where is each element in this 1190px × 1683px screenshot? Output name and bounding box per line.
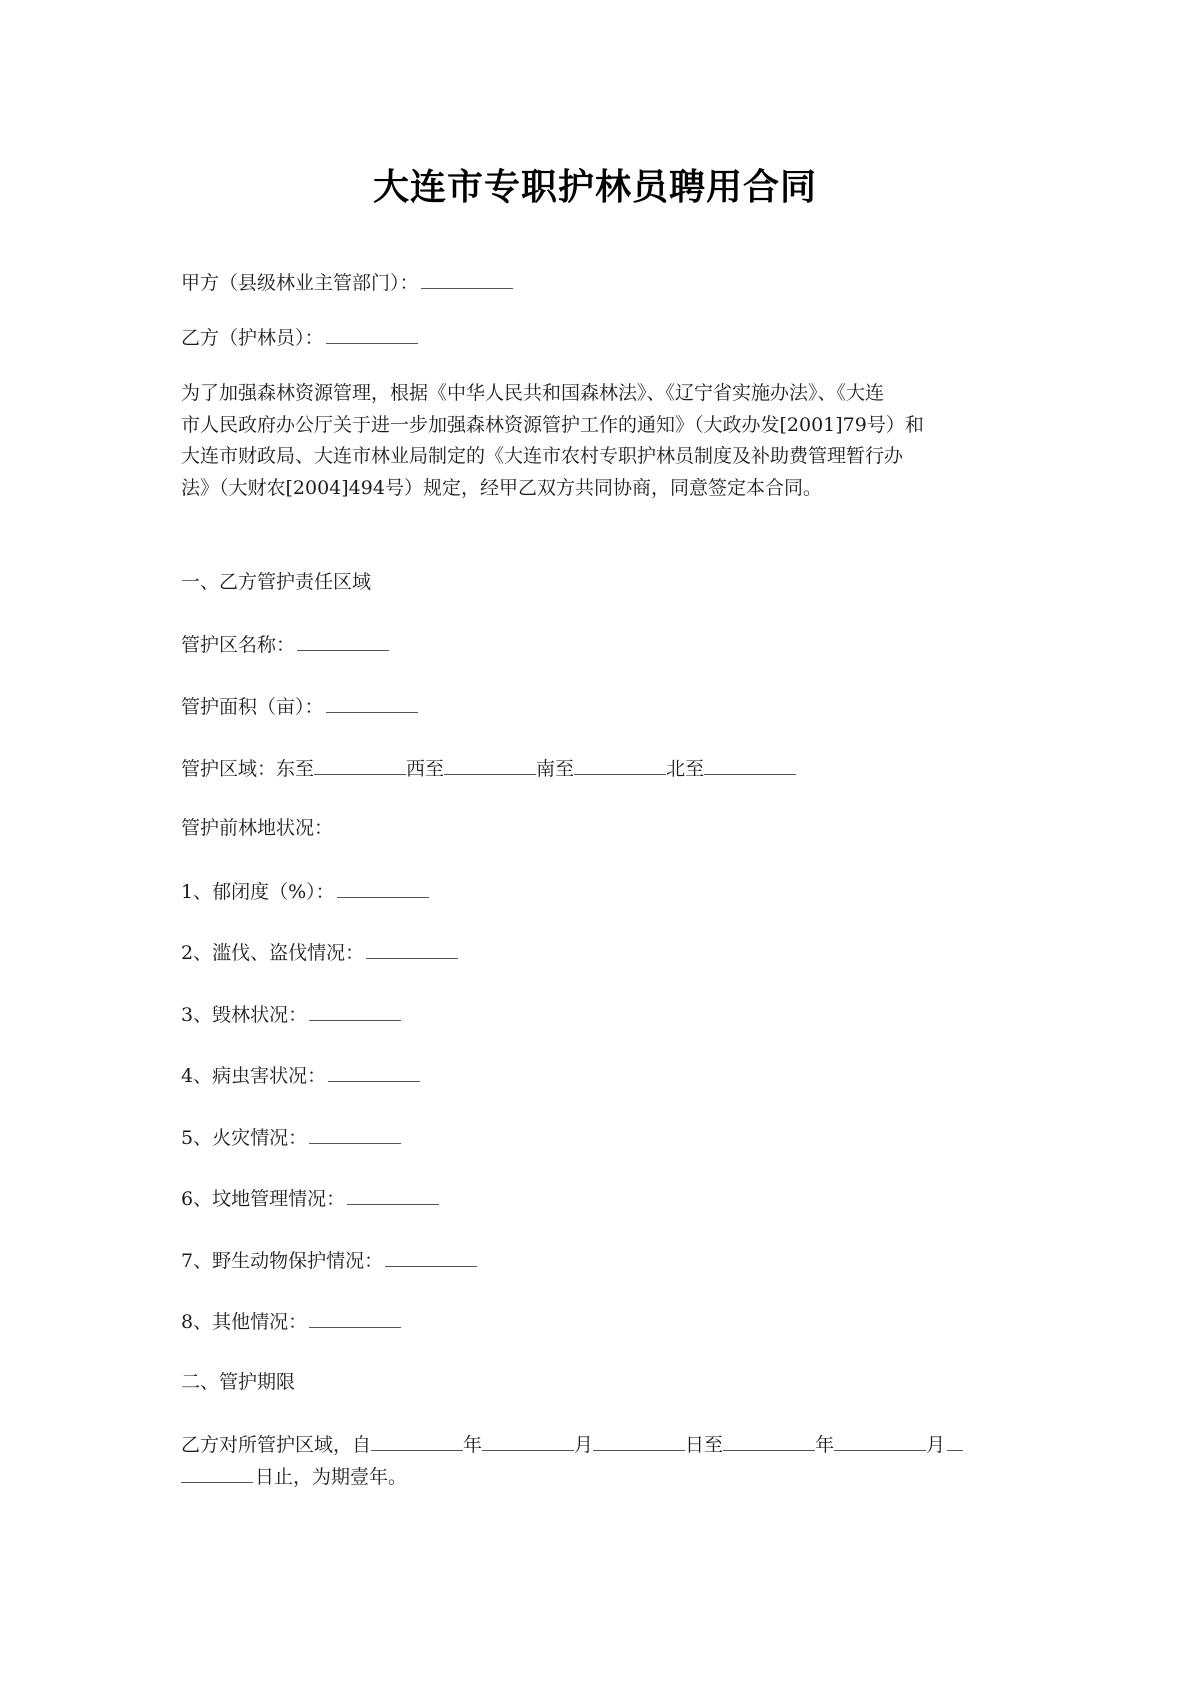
south-label: 南至: [536, 758, 575, 780]
area-name-field[interactable]: [297, 628, 389, 651]
condition-label: 7、野生动物保护情况：: [181, 1250, 384, 1272]
illegal-logging-field[interactable]: [366, 936, 458, 959]
other-conditions-field[interactable]: [309, 1305, 401, 1328]
year-label: 年: [463, 1434, 483, 1456]
party-a-line: [181, 266, 1021, 299]
day-to-label: 日至: [685, 1434, 724, 1456]
preamble-line: 市人民政府办公厅关于进一步加强森林资源管护工作的通知》（大政办发[2001]79号）和: [181, 413, 924, 436]
boundary-line: [181, 752, 1021, 785]
condition-item: [181, 875, 1021, 908]
area-size-field[interactable]: [326, 690, 418, 713]
year-label: 年: [815, 1434, 835, 1456]
preamble-line: 为了加强森林资源管理，根据《中华人民共和国森林法》、《辽宁省实施办法》、《大连: [181, 382, 885, 404]
preamble-line: 大连市财政局、大连市林业局制定的《大连市农村专职护林员制度及补助费管理暂行办: [181, 445, 904, 467]
party-b-field[interactable]: [326, 321, 418, 344]
wildlife-field[interactable]: [385, 1244, 477, 1267]
area-name-line: [181, 628, 1021, 661]
end-month-field[interactable]: [834, 1428, 926, 1451]
fire-field[interactable]: [309, 1121, 401, 1144]
party-b-label: 乙方（护林员）：: [181, 327, 324, 349]
section-2-heading: 二、管护期限: [181, 1371, 296, 1393]
party-a-field[interactable]: [421, 266, 513, 289]
term-suffix: 日止，为期壹年。: [255, 1466, 408, 1488]
preamble-paragraph: [181, 378, 1017, 504]
document-title: 大连市专职护林员聘用合同: [372, 167, 817, 208]
condition-label: 3、毁林状况：: [181, 1004, 308, 1026]
end-year-field[interactable]: [723, 1428, 815, 1451]
boundary-label: 管护区域：: [181, 758, 277, 780]
west-field[interactable]: [444, 752, 536, 775]
deforestation-field[interactable]: [309, 998, 401, 1021]
condition-heading: 管护前林地状况：: [181, 817, 334, 839]
start-month-field[interactable]: [482, 1428, 574, 1451]
start-day-field[interactable]: [593, 1428, 685, 1451]
term-line-1: [181, 1428, 1021, 1461]
condition-item: [181, 1305, 1021, 1338]
party-b-line: [181, 321, 1021, 354]
area-name-label: 管护区名称：: [181, 634, 296, 656]
term-prefix: 乙方对所管护区域，自: [181, 1434, 372, 1456]
condition-item: [181, 936, 1021, 969]
end-day-field-continued[interactable]: [181, 1460, 253, 1483]
pest-field[interactable]: [328, 1059, 420, 1082]
graveyard-field[interactable]: [347, 1182, 439, 1205]
condition-item: [181, 998, 1021, 1031]
start-year-field[interactable]: [371, 1428, 463, 1451]
condition-item: [181, 1244, 1021, 1277]
condition-label: 8、其他情况：: [181, 1311, 308, 1333]
section-1-heading: 一、乙方管护责任区域: [181, 571, 372, 593]
party-a-label: 甲方（县级林业主管部门）：: [181, 272, 419, 294]
month-label: 月: [926, 1434, 946, 1456]
condition-item: [181, 1121, 1021, 1154]
south-field[interactable]: [574, 752, 666, 775]
month-label: 月: [574, 1434, 594, 1456]
preamble-line: 法》（大财农[2004]494号）规定，经甲乙双方共同协商，同意签定本合同。: [181, 476, 822, 499]
area-size-label: 管护面积（亩）：: [181, 696, 324, 718]
condition-label: 5、火灾情况：: [181, 1127, 308, 1149]
canopy-density-field[interactable]: [337, 875, 429, 898]
west-label: 西至: [406, 758, 445, 780]
condition-item: [181, 1059, 1021, 1092]
condition-item: [181, 1182, 1021, 1215]
area-size-line: [181, 690, 1021, 723]
east-field[interactable]: [314, 752, 406, 775]
condition-label: 2、滥伐、盗伐情况：: [181, 942, 365, 964]
north-field[interactable]: [704, 752, 796, 775]
term-line-2: [181, 1460, 1021, 1493]
end-day-field[interactable]: [947, 1428, 963, 1451]
east-label: 东至: [276, 758, 315, 780]
condition-label: 4、病虫害状况：: [181, 1065, 327, 1087]
north-label: 北至: [666, 758, 705, 780]
condition-label: 1、郁闭度（%）：: [181, 881, 335, 903]
condition-label: 6、坟地管理情况：: [181, 1188, 346, 1210]
